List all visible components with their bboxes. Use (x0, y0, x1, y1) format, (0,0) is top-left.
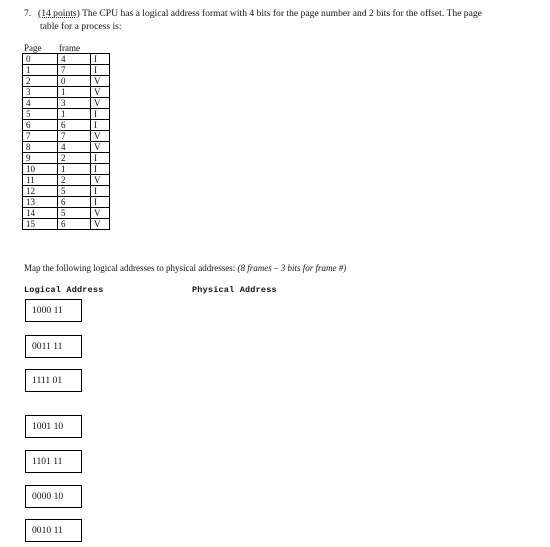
valid-bit-cell: I (91, 153, 110, 164)
frame-number-cell: 5 (58, 186, 91, 197)
page-table-row (23, 142, 110, 153)
page-column-header: Page (24, 43, 42, 53)
page-table-row (23, 54, 110, 65)
page-table-row (23, 98, 110, 109)
valid-bit-cell: V (91, 87, 110, 98)
page-number-cell: 14 (23, 208, 58, 219)
page-table-row (23, 219, 110, 230)
valid-bit-cell: V (91, 175, 110, 186)
logical-address-box: 1101 11 (25, 450, 82, 473)
frame-number-cell: 4 (58, 142, 91, 153)
page-table-row (23, 87, 110, 98)
valid-bit-cell: V (91, 98, 110, 109)
question-text-line2: table for a process is: (40, 21, 122, 32)
frame-number-cell: 4 (58, 54, 91, 65)
page-number-cell: 9 (23, 153, 58, 164)
logical-address-box: 0000 10 (25, 485, 82, 508)
valid-bit-cell: V (91, 131, 110, 142)
logical-address-box: 0011 11 (25, 335, 82, 358)
page-table-row (23, 65, 110, 76)
page-number-cell: 3 (23, 87, 58, 98)
valid-bit-cell: I (91, 186, 110, 197)
page-table (22, 53, 110, 230)
page-number-cell: 4 (23, 98, 58, 109)
page-table-row (23, 186, 110, 197)
page-number-cell: 8 (23, 142, 58, 153)
page-number-cell: 7 (23, 131, 58, 142)
frame-number-cell: 2 (58, 175, 91, 186)
valid-bit-cell: I (91, 109, 110, 120)
question-text-line1: The CPU has a logical address format with 4 bits for the page number and 2 bits for the offset. The page (79, 8, 482, 19)
logical-address-box: 1111 01 (25, 369, 82, 392)
page-table-row (23, 153, 110, 164)
frame-number-cell: 1 (58, 164, 91, 175)
frame-column-header: frame (59, 43, 80, 53)
page-number-cell: 12 (23, 186, 58, 197)
valid-bit-cell: I (91, 164, 110, 175)
frame-number-cell: 3 (58, 98, 91, 109)
physical-address-label: Physical Address (192, 285, 277, 295)
frame-number-cell: 6 (58, 120, 91, 131)
valid-bit-cell: I (91, 65, 110, 76)
page-number-cell: 15 (23, 219, 58, 230)
logical-address-box: 0010 11 (25, 519, 82, 542)
frame-number-cell: 5 (58, 208, 91, 219)
question-number: 7. (24, 8, 32, 19)
valid-bit-cell: V (91, 142, 110, 153)
page-table-row (23, 175, 110, 186)
mapping-note: (8 frames – 3 bits for frame #) (237, 263, 347, 273)
page-table-row (23, 109, 110, 120)
valid-bit-cell: I (91, 54, 110, 65)
valid-bit-cell: I (91, 197, 110, 208)
page-number-cell: 10 (23, 164, 58, 175)
frame-number-cell: 1 (58, 109, 91, 120)
logical-address-label: Logical Address (24, 285, 104, 295)
page-table-row (23, 197, 110, 208)
valid-bit-cell: V (91, 76, 110, 87)
page-number-cell: 5 (23, 109, 58, 120)
frame-number-cell: 0 (58, 76, 91, 87)
valid-bit-cell: I (91, 120, 110, 131)
page-number-cell: 2 (23, 76, 58, 87)
page-table-row (23, 131, 110, 142)
page-number-cell: 1 (23, 65, 58, 76)
valid-bit-cell: V (91, 208, 110, 219)
mapping-instruction (24, 263, 346, 273)
page-number-cell: 13 (23, 197, 58, 208)
page-number-cell: 0 (23, 54, 58, 65)
page-table-row (23, 76, 110, 87)
page-table-row (23, 120, 110, 131)
frame-number-cell: 6 (58, 219, 91, 230)
mapping-instruction-text: Map the following logical addresses to physical addresses: (24, 263, 238, 273)
frame-number-cell: 7 (58, 65, 91, 76)
page-table-row (23, 164, 110, 175)
logical-address-box: 1001 10 (25, 415, 82, 438)
question-header (24, 7, 534, 33)
valid-bit-cell: V (91, 219, 110, 230)
page-number-cell: 6 (23, 120, 58, 131)
logical-address-box: 1000 11 (25, 299, 82, 322)
frame-number-cell: 1 (58, 87, 91, 98)
question-points: (14 points) (38, 8, 80, 19)
frame-number-cell: 7 (58, 131, 91, 142)
frame-number-cell: 2 (58, 153, 91, 164)
page-number-cell: 11 (23, 175, 58, 186)
frame-number-cell: 6 (58, 197, 91, 208)
page-table-row (23, 208, 110, 219)
